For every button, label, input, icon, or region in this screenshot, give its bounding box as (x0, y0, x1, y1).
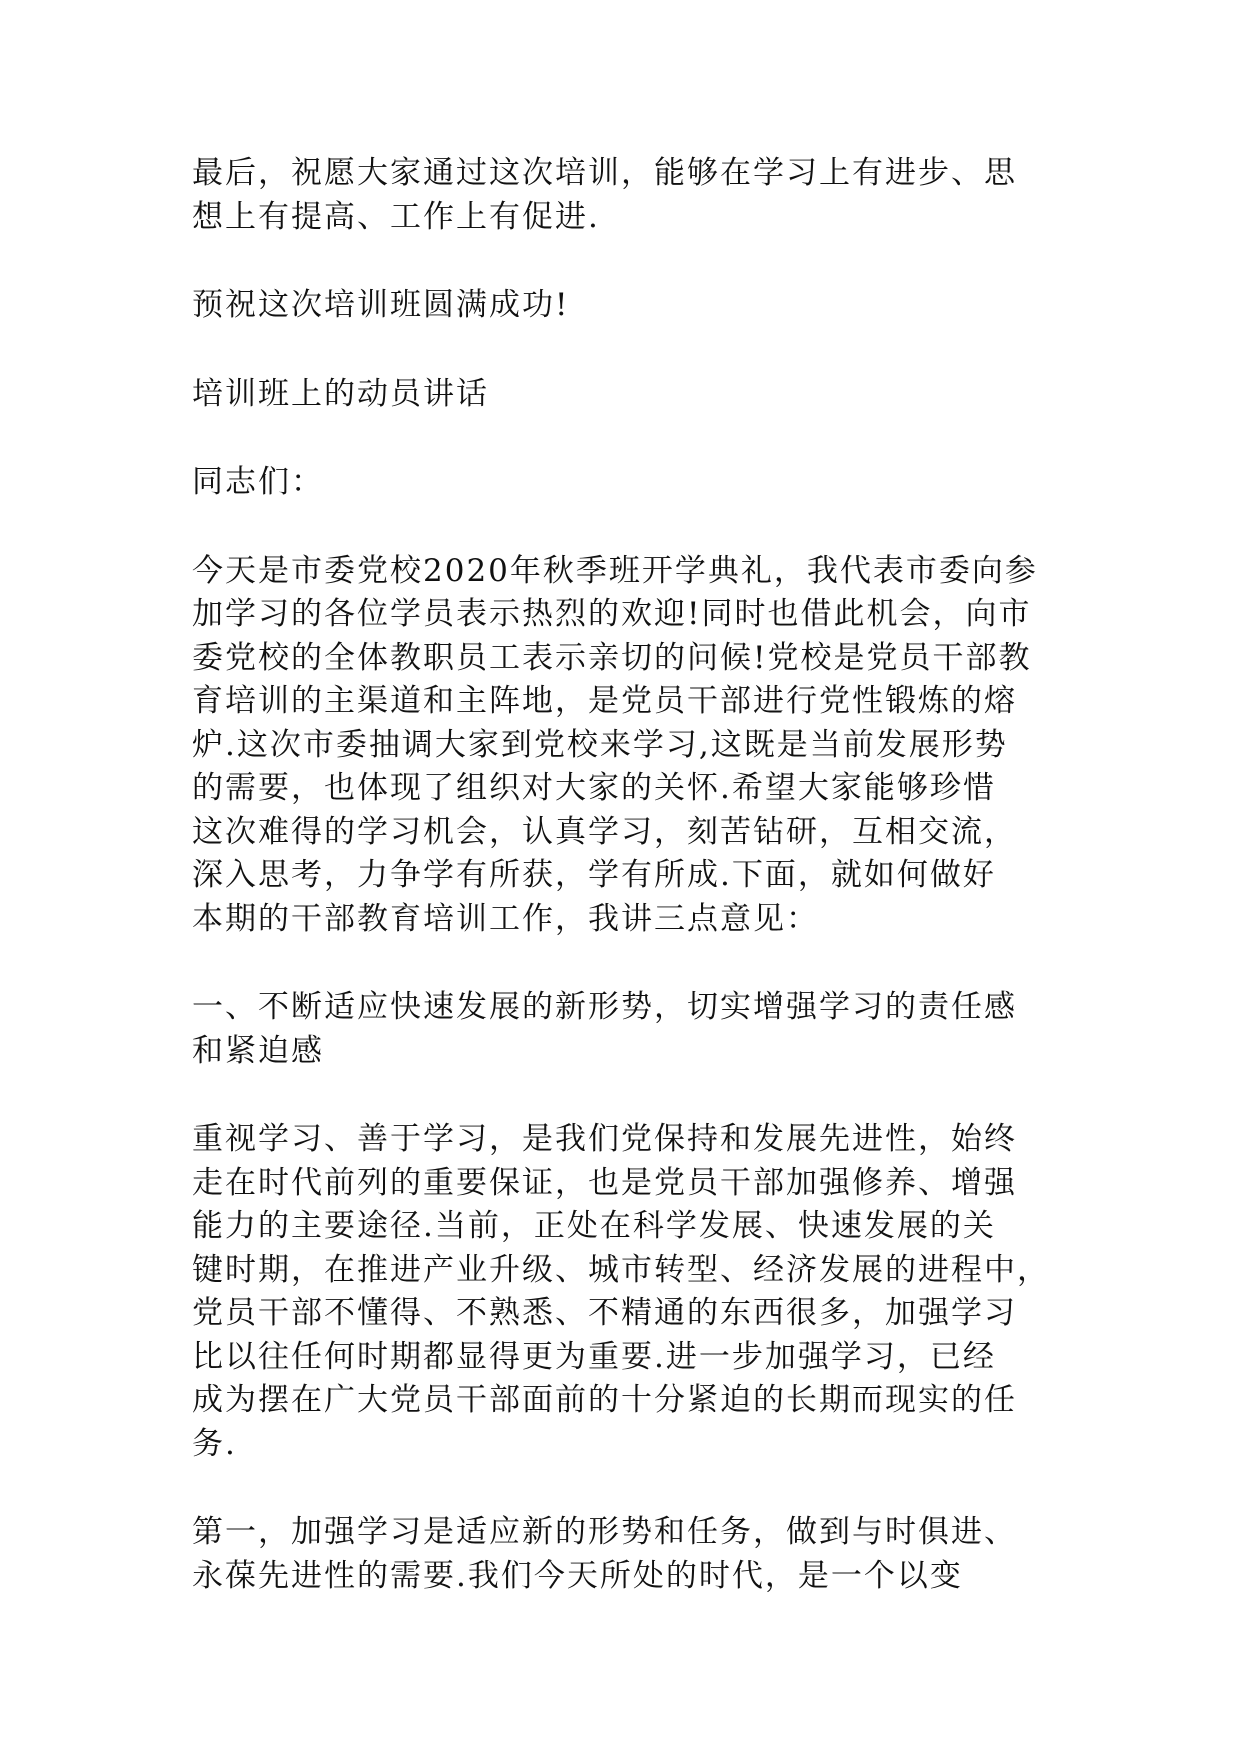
paragraph-closing-wish (192, 152, 1052, 239)
text-line: 重视学习、善于学习，是我们党保持和发展先进性，始终 (192, 1121, 1017, 1157)
text-line: 加学习的各位学员表示热烈的欢迎!同时也借此机会，向市 (192, 596, 1032, 632)
text-line: 今天是市委党校2020年秋季班开学典礼，我代表市委向参 (192, 552, 1038, 589)
text-line: 和紧迫感 (192, 1032, 324, 1069)
text-line: 比以往任何时期都显得更为重要.进一步加强学习，已经 (192, 1338, 996, 1375)
text-line: 预祝这次培训班圆满成功! (192, 287, 570, 323)
salutation (192, 461, 1052, 505)
text-line: 能力的主要途径.当前，正处在科学发展、快速发展的关 (192, 1208, 996, 1244)
paragraph-first-point (192, 1511, 1052, 1598)
text-line: 培训班上的动员讲话 (192, 375, 489, 412)
text-line: 这次难得的学习机会，认真学习，刻苦钻研，互相交流， (192, 813, 1017, 850)
text-line: 的需要，也体现了组织对大家的关怀.希望大家能够珍惜 (192, 770, 996, 806)
text-line: 同志们： (192, 464, 324, 500)
text-line: 本期的干部教育培训工作，我讲三点意见： (192, 900, 819, 937)
paragraph-success-wish (192, 284, 1052, 328)
paragraph-opening (192, 550, 1052, 942)
text-line: 第一，加强学习是适应新的形势和任务，做到与时俱进、 (192, 1514, 1017, 1550)
heading-point-one (192, 986, 1052, 1073)
text-line: 深入思考，力争学有所获，学有所成.下面，就如何做好 (192, 857, 996, 893)
text-line: 炉.这次市委抽调大家到党校来学习,这既是当前发展形势 (192, 726, 1008, 763)
text-line: 成为摆在广大党员干部面前的十分紧迫的长期而现实的任 (192, 1382, 1017, 1418)
text-line: 党员干部不懂得、不熟悉、不精通的东西很多，加强学习 (192, 1295, 1017, 1331)
text-line: 键时期，在推进产业升级、城市转型、经济发展的进程中， (192, 1251, 1050, 1288)
text-line: 育培训的主渠道和主阵地，是党员干部进行党性锻炼的熔 (192, 683, 1017, 719)
paragraph-importance-of-learning (192, 1118, 1052, 1466)
text-line: 永葆先进性的需要.我们今天所处的时代，是一个以变 (192, 1557, 963, 1594)
text-line: 想上有提高、工作上有促进. (192, 198, 600, 235)
section-title (192, 373, 1052, 417)
text-line: 最后，祝愿大家通过这次培训，能够在学习上有进步、思 (192, 155, 1017, 191)
document-body (192, 152, 1052, 1643)
text-line: 务. (192, 1425, 237, 1462)
text-line: 一、不断适应快速发展的新形势，切实增强学习的责任感 (192, 989, 1017, 1025)
text-line: 走在时代前列的重要保证，也是党员干部加强修养、增强 (192, 1164, 1017, 1201)
text-line: 委党校的全体教职员工表示亲切的问候!党校是党员干部教 (192, 639, 1032, 676)
